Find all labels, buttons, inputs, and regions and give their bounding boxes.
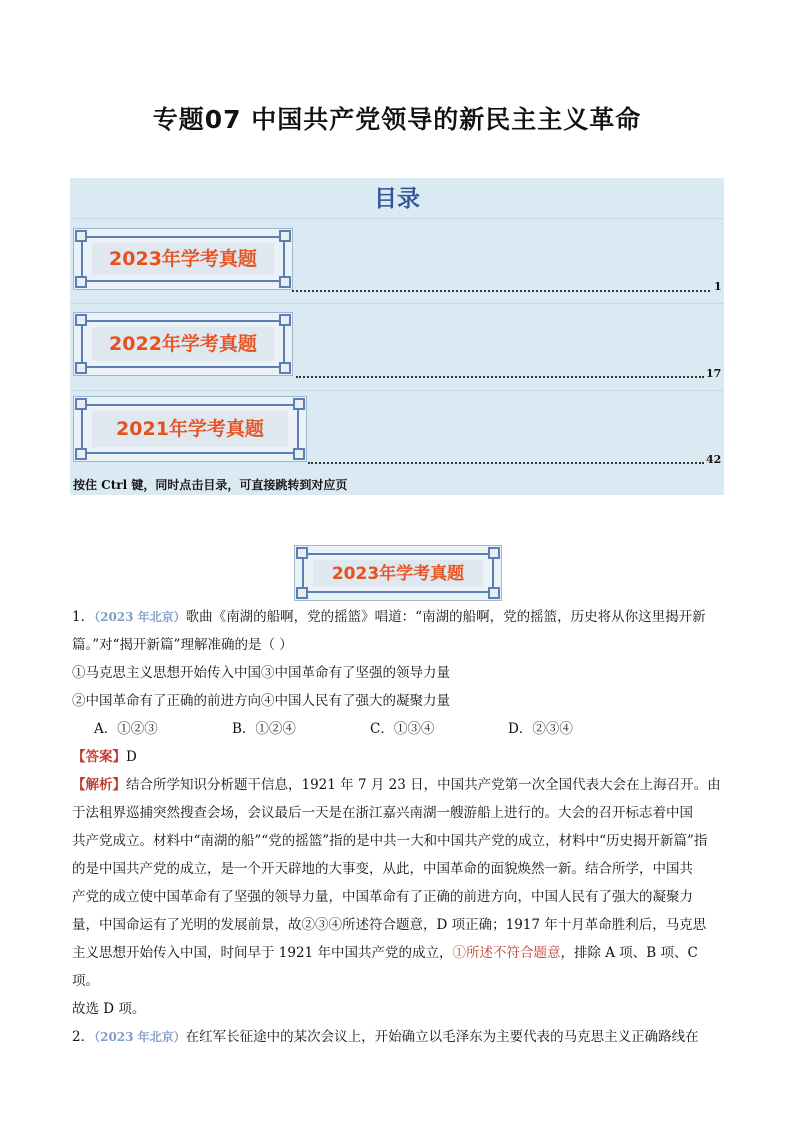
page-title: 专题07 中国共产党领导的新民主主义革命 — [152, 105, 642, 134]
question-source: （2023 年北京） — [94, 610, 186, 624]
toc-leader-dots — [308, 452, 704, 464]
answer-label: 【答案】 — [72, 749, 126, 765]
toc-entry-label: 2022年学考真题 — [92, 327, 274, 361]
question-number: 1． — [72, 609, 95, 625]
toc-entry-2021-badge[interactable] — [73, 396, 307, 462]
toc-page-number[interactable]: 1 — [714, 280, 722, 293]
toc-leader-dots — [296, 366, 704, 378]
highlighted-text: ①所述不符合题意 — [452, 945, 561, 961]
toc-heading: 目录 — [70, 178, 724, 219]
toc-leader-dots — [292, 280, 710, 292]
analysis-line: 主义思想开始传入中国，时间早于 1921 年中国共产党的成立，①所述不符合题意，排除 A 项、B 项、C 项。 — [72, 945, 698, 989]
toc-entry-2023-badge[interactable] — [73, 228, 293, 290]
analysis-line: 故选 D 项。 — [72, 1001, 146, 1017]
question-stem: 1．（2023 年北京）歌曲《南湖的船啊，党的摇篮》唱道：“南湖的船啊，党的摇篮，历史将从你这里揭开新 — [72, 609, 706, 625]
answer-line — [72, 743, 724, 771]
toc-note: 按住 Ctrl 键，同时点击目录，可直接跳转到对应页 — [73, 478, 348, 492]
toc-page-number[interactable]: 17 — [706, 367, 722, 380]
statement-line: ①马克思主义思想开始传入中国③中国革命有了坚强的领导力量 — [72, 665, 450, 681]
analysis-line: 【解析】结合所学知识分析题干信息，1921 年 7 月 23 日，中国共产党第一次全国代表大会在上海召开。由 — [72, 777, 721, 793]
analysis-line: 的是中国共产党的成立，是一个开天辟地的大事变，从此，中国革命的面貌焕然一新。结合所学，中国共 — [72, 861, 693, 877]
option-c: C．①③④ — [370, 721, 435, 737]
toc-entry-label: 2023年学考真题 — [92, 243, 274, 275]
question-number: 2． — [72, 1029, 95, 1045]
toc-page-number[interactable]: 42 — [706, 453, 722, 466]
question-2-stem: 2．（2023 年北京）在红军长征途中的某次会议上，开始确立以毛泽东为主要代表的马克思主义正确路线在 — [72, 1029, 699, 1045]
analysis-line: 量，中国命运有了光明的发展前景，故②③④所述符合题意，D 项正确；1917 年十月革命胜利后，马克思 — [72, 917, 707, 933]
option-d: D．②③④ — [508, 721, 573, 737]
option-a: A．①②③ — [94, 721, 158, 737]
option-b: B．①②④ — [232, 721, 296, 737]
analysis-line: 共产党成立。材料中“南湖的船”“党的摇篮”指的是中共一大和中国共产党的成立，材料中“历史揭开新篇”指 — [72, 833, 708, 849]
analysis-label: 【解析】 — [72, 777, 126, 793]
question-source: （2023 年北京） — [94, 1030, 186, 1044]
toc-entry-2022-badge[interactable] — [73, 312, 293, 376]
toc-entry-label: 2021年学考真题 — [92, 411, 288, 447]
statement-line: ②中国革命有了正确的前进方向④中国人民有了强大的凝聚力量 — [72, 693, 450, 709]
answer-options — [72, 715, 724, 743]
analysis-line: 于法租界巡捕突然搜查会场，会议最后一天是在浙江嘉兴南湖一艘游船上进行的。大会的召开标志着中国 — [72, 805, 693, 821]
table-of-contents — [70, 178, 724, 495]
answer-value: D — [126, 749, 137, 765]
question-stem-cont: 篇。”对“揭开新篇”理解准确的是（ ） — [72, 637, 293, 653]
question-1 — [72, 603, 724, 1051]
section-badge-2023 — [294, 545, 502, 601]
analysis-line: 产党的成立使中国革命有了坚强的领导力量，中国革命有了正确的前进方向，中国人民有了强大的凝聚力 — [72, 889, 693, 905]
section-badge-label: 2023年学考真题 — [313, 560, 483, 586]
